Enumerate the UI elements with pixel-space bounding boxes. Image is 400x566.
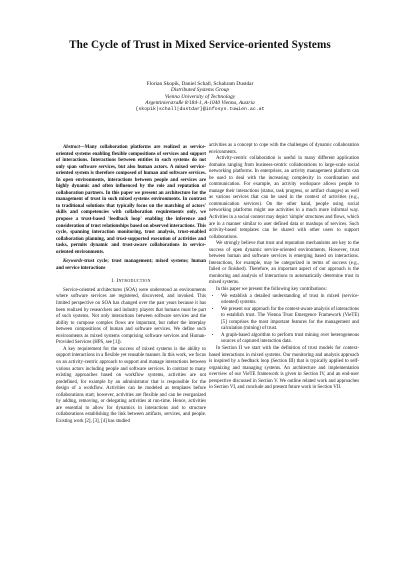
paragraph: activities as a concept to cope with the challenges of dynamic collaboration environments. xyxy=(209,143,359,155)
paragraph: In Section II we start with the definition of trust models for context-based interactions in mixed systems. Our monitoring and analysis approach is inspired by a feedback loop (Section III) that is typically applied to self-organizing and managing systems. An architecture and implementation overview of our VieTE framework is given in Section IV, and an end-user perspective discussed in Section V. We outline related work and approaches in Section VI, and conclude and present future work in Section VII. xyxy=(209,345,359,391)
right-column xyxy=(209,143,359,392)
keywords-lead: Keywords xyxy=(63,259,83,265)
paragraph: In this paper we present the following key contributions: xyxy=(216,287,327,293)
contributions-list xyxy=(209,294,359,346)
abstract-lead: Abstract xyxy=(63,145,80,150)
paragraph: A key requirement for the success of mixed systems is the ability to support interactions in a flexible yet reusable manner. In this work, we focus on an activity-centric approach to support and manage interactions between various actors including people and software services. In contrast to many existing approaches based on workflow systems, activities are not predefined, for example by an administrator that is responsible for the design of a workflow. Activities can be modeled as templates before collaborations start; however, activities are flexible and can be reorganized by adding, removing, or delegating activities at run-time. Hence, activities are essential to allow for dynamics in interactions and to structure collaborations establishing the link between artifacts, services, and people. Existing work [2], [3], [4] has studied xyxy=(56,346,206,424)
paragraph: We strongly believe that trust and reputation mechanisms are key to the success of open dynamic service-oriented environments. However, trust between human and software services is emerging based on interactions. Interactions, for example, may be categorized in terms of success (e.g., failed or finished). Therefore, an important aspect of our approach is the monitoring and analysis of interactions to automatically determine trust in mixed systems. xyxy=(209,241,359,286)
abstract-text: —Many collaboration platforms are realized as service-oriented systems enabling flexible compositions of services and support of interactions. Interactions between entities in such systems do not only span software services, but also human actors. A mixed service-oriented system is therefore composed of human and software services. In open environments, interactions between people and services are highly dynamic and often influenced by the role and reputation of collaboration partners. In this paper we present an architecture for the management of trust in such mixed systems environments. In contrast to traditional solutions that typically focus on the matching of actors' skills and competencies with collaboration requirements only, we propose a trust-based 'feedback loop' enabling the inference and consideration of trust relationships based on observed interactions. This cycle, spanning interaction monitoring, trust analysis, trust-enabled collaboration planning, and trust-supported execution of activities and tasks, permits dynamic and trust-aware collaborations in service-oriented environments. xyxy=(56,145,206,255)
author-block xyxy=(0,81,400,113)
paragraph: Activity-centric collaboration is useful in many different application domains ranging from business-centric collaborations to large-scale social networking platforms. In enterprises, an activity management platform can be used to deal with the increasing complexity in coordination and communication. For example, an activity workspace allows people to manage their interactions (status, task progress, or artifact changes) as well as various services that can be used in the context of activities (e.g., communication services). On the other hand, people using social networking platforms might use activities in a much more informal way. Activities in a social context may depict 'simple' structures and flows, which are in a manner similar to user defined data or mashups of services. Such activity-based templates can be shared with other users to support collaborations. xyxy=(209,156,359,240)
author-names: Florian Skopik, Daniel Schall, Schahram Dustdar xyxy=(146,81,254,87)
paper-title: The Cycle of Trust in Mixed Service-oriented Systems xyxy=(69,39,331,51)
author-address: Argentinierstraße 8/184-1, A-1040 Vienna, Austria xyxy=(145,100,255,107)
list-item: • We present our approach for the context-aware analysis of interactions to establish trust. The Vienna Trust Emergence Framework (VieTE) [5] comprises the most important features for the management and calculation (mining) of trust. xyxy=(221,307,359,333)
author-group: Distributed Systems Group xyxy=(170,87,230,94)
section-heading-introduction: I. Introduction xyxy=(111,278,151,285)
keywords xyxy=(56,259,206,272)
paragraph: Service-oriented architectures (SOA) were understood as environments where software services are registered, discovered, and invoked. This limited perspective on SOA has changed over the past years because it has been realized by researchers and industry players that humans must be part of such systems. Not only interactions between software services and the ability to compose complex flows are important, but rather the interplay between compositions of human and software services. We define such environments as mixed systems comprising software services and Human-Provided Services (HPS, see [1]). xyxy=(56,287,206,346)
abstract xyxy=(56,145,206,256)
author-university: Vienna University of Technology xyxy=(164,93,236,100)
left-column xyxy=(56,145,206,425)
list-item: • A graph-based algorithm to perform trust mining over heterogeneous sources of captured interaction data. xyxy=(221,333,359,346)
list-item: • We establish a detailed understanding of trust in mixed (service-oriented) systems. xyxy=(221,294,359,307)
keywords-text: -trust cycle; trust management; mixed systems; human and service interactions xyxy=(56,259,206,271)
author-email: {skopik|schall|dustdar}@infosys.tuwien.ac.at xyxy=(135,106,265,112)
